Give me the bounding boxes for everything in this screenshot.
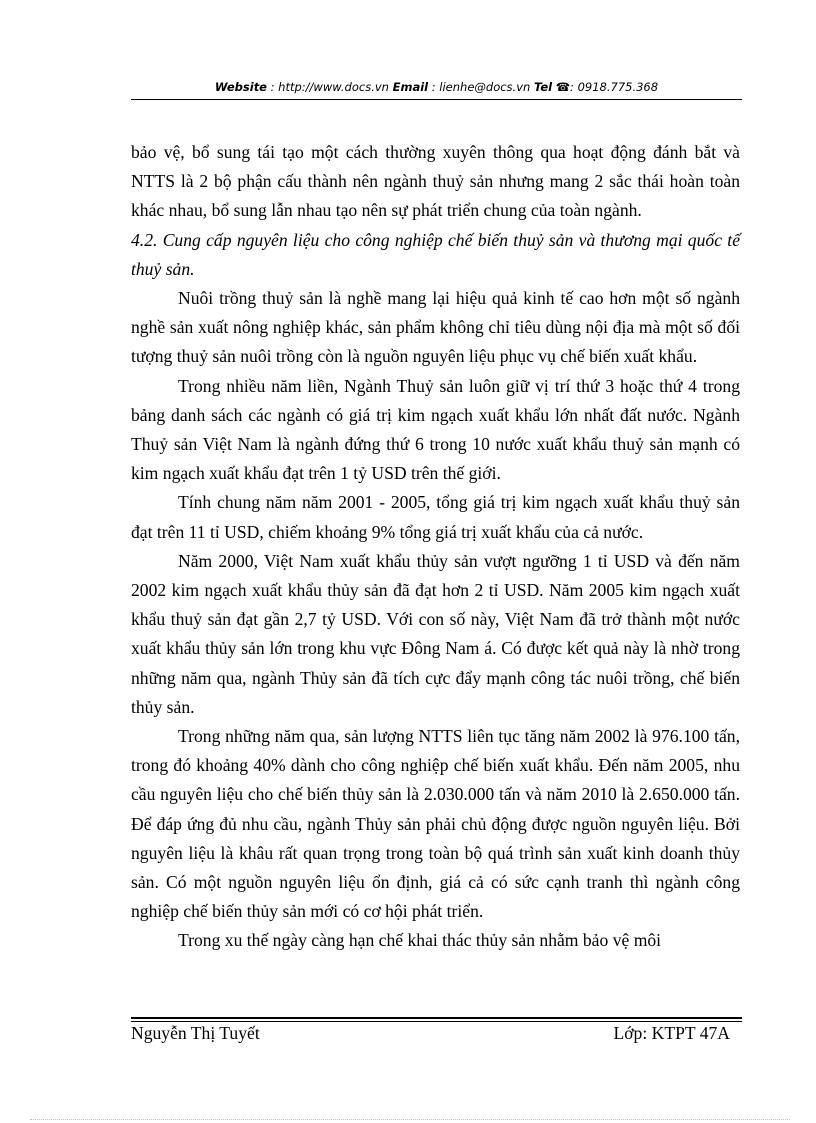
email-value: : lienhe@docs.vn	[428, 80, 534, 94]
page-header	[131, 80, 742, 94]
paragraph-7: Trong xu thế ngày càng hạn chế khai thác thủy sản nhằm bảo vệ môi	[178, 930, 662, 951]
paragraph-5: Năm 2000, Việt Nam xuất khẩu thủy sản vượt ngưỡng 1 tỉ USD và đến năm 2002 kim ngạch xuất khẩu thủy sản đã đạt hơn 2 tỉ USD. Năm 2005 kim ngạch xuất khẩu thuỷ sản đạt gần 2,7 tỷ USD. Với con số này, Việt Nam đã trở thành một nước xuất khẩu thủy sản lớn trong khu vực Đông Nam á. Có được kết quả này là nhờ trong những năm qua, ngành Thủy sản đã tích cực đẩy mạnh công tác nuôi trồng, chế biến thủy sản.	[131, 550, 740, 717]
footer-divider	[131, 1017, 742, 1019]
paragraph-4: Tính chung năm năm 2001 - 2005, tổng giá trị kim ngạch xuất khẩu thuỷ sản đạt trên 11 tỉ USD, chiếm khoảng 9% tổng giá trị xuất khẩu của cả nước.	[131, 492, 740, 542]
footer-author: Nguyễn Thị Tuyết	[131, 1023, 260, 1043]
section-heading: 4.2. Cung cấp nguyên liệu cho công nghiệp chế biến thuỷ sản và thương mại quốc tế thuỷ sản.	[131, 229, 740, 279]
document-body	[131, 138, 740, 956]
tel-value: : 0918.775.368	[570, 80, 659, 94]
tel-label: Tel	[533, 80, 553, 94]
paragraph-3: Trong nhiều năm liền, Ngành Thuỷ sản luôn giữ vị trí thứ 3 hoặc thứ 4 trong bảng danh sách các ngành có giá trị kim ngạch xuất khẩu lớn nhất đất nước. Ngành Thuỷ sản Việt Nam là ngành đứng thứ 6 trong 10 nước xuất khẩu thuỷ sản mạnh có kim ngạch xuất khẩu đạt trên 1 tỷ USD trên thế giới.	[131, 375, 740, 484]
paragraph-6: Trong những năm qua, sản lượng NTTS liên tục tăng năm 2002 là 976.100 tấn, trong đó khoảng 40% dành cho công nghiệp chế biến xuất khẩu. Đến năm 2005, nhu cầu nguyên liệu cho chế biến thủy sản là 2.030.000 tấn và năm 2010 là 2.650.000 tấn. Để đáp ứng đủ nhu cầu, ngành Thủy sản phải chủ động được nguồn nguyên liệu. Bởi nguyên liệu là khâu rất quan trọng trong toàn bộ quá trình sản xuất kinh doanh thủy sản. Có một nguồn nguyên liệu ổn định, giá cả có sức cạnh tranh thì ngành công nghiệp chế biến thủy sản mới có cơ hội phát triển.	[131, 726, 740, 922]
page-edge-line	[30, 1119, 790, 1120]
header-divider	[131, 99, 742, 100]
paragraph-2: Nuôi trồng thuỷ sản là nghề mang lại hiệu quả kinh tế cao hơn một số ngành nghề sản xuất nông nghiệp khác, sản phẩm không chỉ tiêu dùng nội địa mà một số đối tượng thuỷ sản nuôi trồng còn là nguồn nguyên liệu phục vụ chế biến xuất khẩu.	[131, 288, 740, 367]
website-label: Website	[214, 80, 267, 94]
phone-icon: ☎	[555, 80, 571, 94]
website-value: : http://www.docs.vn	[267, 80, 393, 94]
paragraph-1: bảo vệ, bổ sung tái tạo một cách thường xuyên thông qua hoạt động đánh bắt và NTTS là 2 bộ phận cấu thành nên ngành thuỷ sản nhưng mang 2 sắc thái hoàn toàn khác nhau, bổ sung lẫn nhau tạo nên sự phát triển chung của toàn ngành.	[131, 142, 740, 221]
footer-divider-thin	[131, 1021, 742, 1022]
email-label: Email	[392, 80, 429, 94]
footer-class: Lớp: KTPT 47A	[613, 1023, 730, 1043]
